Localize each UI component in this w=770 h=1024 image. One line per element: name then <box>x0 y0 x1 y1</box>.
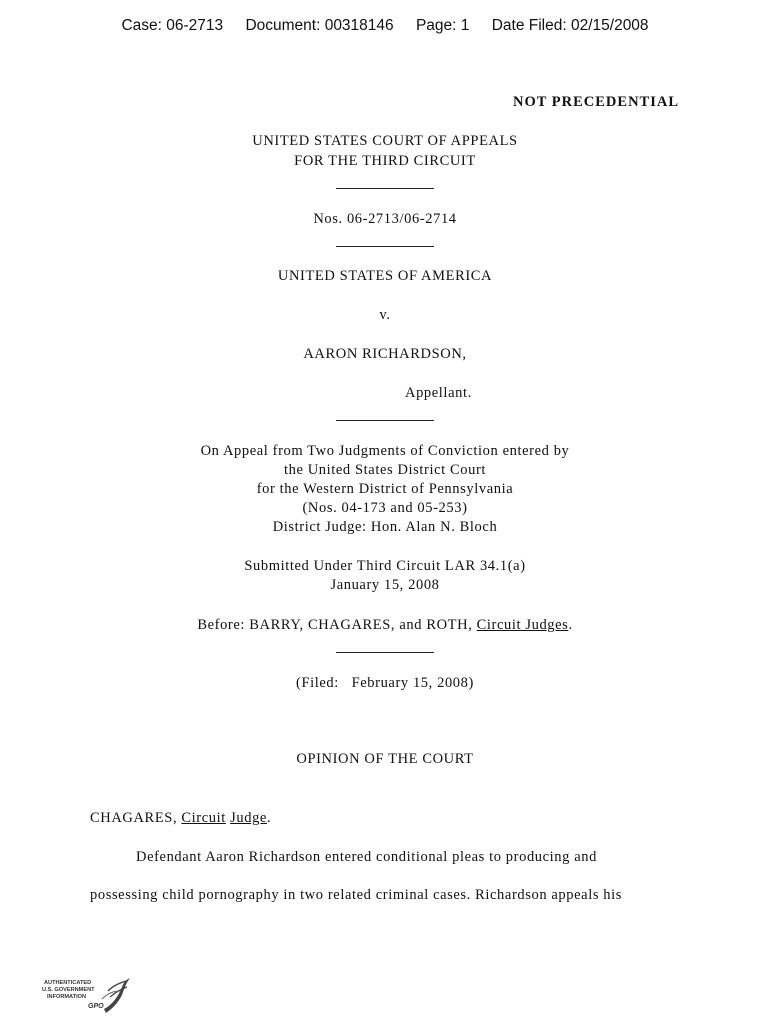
page-number: Page: 1 <box>415 17 470 34</box>
svg-text:AUTHENTICATED: AUTHENTICATED <box>44 980 92 986</box>
author-title-judge: Judge <box>230 810 267 826</box>
panel-judges-period: . <box>568 617 573 633</box>
case-numbers: Nos. 06-2713/06-2714 <box>313 211 457 227</box>
body-text-line: possessing child pornography in two related criminal cases. Richardson appeals his <box>90 887 623 903</box>
case-number: Case: 06-2713 <box>121 17 224 34</box>
court-name-line2: FOR THE THIRD CIRCUIT <box>294 153 476 169</box>
appeal-line: the United States District Court <box>283 462 487 478</box>
separator-rule <box>336 420 434 421</box>
filed-date: (Filed: February 15, 2008) <box>296 675 474 691</box>
body-text-line: Defendant Aaron Richardson entered conditional pleas to producing and <box>136 849 597 865</box>
plaintiff-name: UNITED STATES OF AMERICA <box>277 268 493 284</box>
date-filed: Date Filed: 02/15/2008 <box>491 17 649 34</box>
separator-rule <box>336 246 434 247</box>
document-number: Document: 00318146 <box>245 17 394 34</box>
defendant-role: Appellant. <box>405 385 472 401</box>
panel-judges-names: Before: BARRY, CHAGARES, and ROTH, <box>197 617 477 633</box>
appeal-line: (Nos. 04-173 and 05-253) <box>302 500 468 516</box>
document-header <box>0 17 770 35</box>
svg-text:U.S. GOVERNMENT: U.S. GOVERNMENT <box>42 987 95 993</box>
panel-judges-title: Circuit Judges <box>476 617 569 633</box>
svg-text:GPO: GPO <box>88 1003 104 1010</box>
opinion-author <box>90 810 271 827</box>
court-name-line1: UNITED STATES COURT OF APPEALS <box>252 133 518 149</box>
submitted-date: January 15, 2008 <box>330 577 440 593</box>
separator-rule <box>336 188 434 189</box>
district-judge: District Judge: Hon. Alan N. Bloch <box>272 519 498 535</box>
separator-rule <box>336 652 434 653</box>
svg-text:INFORMATION: INFORMATION <box>47 994 87 1000</box>
opinion-heading: OPINION OF THE COURT <box>296 751 474 767</box>
gpo-eagle-icon <box>42 975 132 1017</box>
defendant-name: AARON RICHARDSON, <box>303 346 467 362</box>
author-name: CHAGARES, <box>90 810 182 826</box>
versus: v. <box>379 307 391 323</box>
gpo-authentication-seal <box>42 975 132 1017</box>
author-title-circuit: Circuit <box>181 810 226 826</box>
appeal-line: for the Western District of Pennsylvania <box>256 481 514 497</box>
author-period: . <box>266 810 272 826</box>
precedential-status: NOT PRECEDENTIAL <box>513 94 679 110</box>
appeal-line: On Appeal from Two Judgments of Conviction entered by <box>200 443 570 459</box>
submitted-line: Submitted Under Third Circuit LAR 34.1(a) <box>244 558 526 574</box>
panel-judges <box>0 617 770 634</box>
